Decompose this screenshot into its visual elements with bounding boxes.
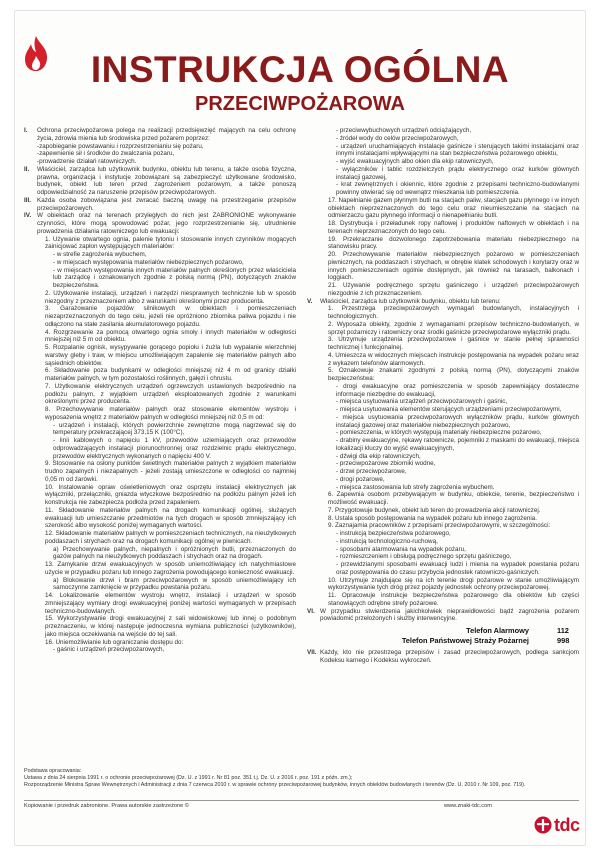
emergency-phones [307, 626, 579, 646]
instruction-line: Ochrona przeciwpożarowa polega na realizacji przedsięwzięć mających na celu ochronę życia, zdrowia mienia lub środowiska przed pożarem poprzez: [37, 127, 296, 142]
instruction-line: Właściciel, zarządca lub użytkownik budynku, obiektu lub terenu: [320, 297, 501, 305]
phone-label: Telefon Państwowej Straży Pożarnej [401, 636, 529, 645]
phone-row [307, 626, 579, 636]
instruction-line: - miejsca zastosowania lub strefy zagrożenia wybuchem. [336, 483, 495, 491]
instruction-line: - linii kablowych o napięciu 1 kV, przewodów uziemiających oraz przewodów odprowadzających instalacji piorunochronnej oraz rozdzielnic prądu elektrycznego, przewodów elektrycznych wykonanych o napięciu 400 V. [53, 437, 296, 460]
instruction-line: - miejsca usytuowania elementów sterujących urządzeniami przeciwpożarowymi, [336, 406, 562, 413]
instruction-line: - pomieszczenia, w których występują materiały niebezpieczne pożarowo, [336, 429, 542, 437]
section-block [24, 197, 296, 213]
instruction-line: 6. Zapewnia osobom przebywającym w budynku, obiekcie, terenie, bezpieczeństwo i możliwość ewakuacji. [328, 491, 579, 506]
instruction-line: - przeciwpożarowe zbiorniki wodne, [336, 460, 436, 468]
phone-number: 112 [557, 626, 569, 635]
section-body [320, 298, 579, 608]
legal-basis-title: Podstawa opracowania: [24, 768, 82, 774]
footer-divider [24, 800, 579, 801]
section-block [307, 127, 579, 298]
instruction-line: - sposobami alarmowania na wypadek pożaru, [336, 545, 466, 553]
instruction-line: - urządzeń i instalacji, których powierzchnie zewnętrzne mogą nagrzewać się do temperatury przekraczającej 373,15 K (100°C), [53, 421, 296, 437]
instruction-line: - rozmieszczeniem i obsługą podręcznego sprzętu gaśniczego, [336, 553, 512, 561]
sanctions-note: Każdy, kto nie przestrzega przepisów i zasad przeciwpożarowych, podlega sankcjom Kodeksu karnego i Kodeksu wykroczeń. [320, 649, 579, 664]
instruction-line: 14. Lokalizowanie elementów wystroju wnętrz, instalacji i urządzeń w sposób zmniejszający wymiary drogi ewakuacyjnej poniżej wartości wymaganych w przepisach techniczno-budowlanych. [45, 592, 296, 615]
instruction-line: 8. Przechowywanie materiałów palnych oraz stosowanie elementów wystroju i wyposażenia wnętrz z materiałów palnych w odległości mniejszej niż 0,5 m od: [45, 406, 296, 421]
document-title: INSTRUKCJA OGÓLNA [90, 49, 510, 90]
section-number: I. [24, 127, 28, 134]
instruction-line: 5. Rozpalanie ognisk, wysypywanie gorącego popiołu i żużla lub wypalanie wierzchniej warstwy gleby i traw, w miejscu umożliwiającym zapalenie się materiałów palnych albo sąsiednich obiektów. [45, 344, 296, 367]
instruction-line: 20. Przechowywanie materiałów niebezpiecznych pożarowo w pomieszczeniach piwnicznych, na poddaszach i strychach, w obrębie klatek schodowych i korytarzy oraz w innych pomieszczeniach ogólnie dostępnych, jak również na tarasach, balkonach i loggiach. [328, 251, 579, 282]
instruction-line: - miejsca usytuowania przeciwpożarowych wyłączników prądu, kurków głównych instalacji gazowej oraz materiałów niebezpiecznych pożarowo, [336, 413, 579, 429]
section-body [320, 127, 579, 298]
instruction-line: 19. Przekraczanie dozwolonego zapotrzebowania materiału niebezpiecznego na stanowisku pracy. [328, 235, 579, 251]
section-body [37, 212, 296, 654]
section-body [320, 608, 579, 624]
instruction-line: - instrukcją bezpieczeństwa pożarowego, [336, 530, 451, 537]
instruction-line: - instrukcją technologiczno-ruchową, [336, 537, 438, 545]
legal-basis-regulation: Rozporządzenie Ministra Spraw Wewnętrznych i Administracji z dnia 7 czerwca 2010 r. w sprawie ochrony przeciwpożarowej budynków, innych obiektów budowlanych i terenów (Dz. U. 2010 r. Nr 109, poz. 719). [24, 782, 526, 788]
instruction-line: 11. Składowanie materiałów palnych na drogach komunikacji ogólnej, służących ewakuacji lub umieszczanie przedmiotów na tych drogach w sposób zmniejszający ich szerokość albo wysokość poniżej wymaganych wartości. [45, 506, 296, 530]
section-body [37, 197, 296, 213]
instruction-line: 7. Użytkowanie elektrycznych urządzeń ogrzewczych ustawionych bezpośrednio na podłożu palnym, z wyjątkiem urządzeń eksploatowanych zgodnie z warunkami określonymi przez producenta. [45, 382, 296, 406]
instruction-line: W przypadku stwierdzenia jakichkolwiek nieprawidłowości bądź zagrożenia pożarem powiadomić przełożonych i służby interwencyjne. [320, 607, 579, 623]
phone-row [307, 636, 579, 646]
instruction-line: -prowadzenie działań ratowniczych. [37, 158, 137, 165]
instruction-line: 16. Uniemożliwianie lub ograniczanie dostępu do: [45, 638, 184, 646]
section-number: VI. [307, 607, 315, 615]
instruction-line: - urządzeń uruchamiających instalacje gaśnicze i sterujących takimi instalacjami oraz innymi instalacjami wpływającymi na stan bezpieczeństwa pożarowego obiektu, [336, 142, 579, 158]
instruction-line: a) Blokowanie drzwi i bram przeciwpożarowych w sposób uniemożliwiający ich samoczynne zamknięcie w przypadku powstania pożaru. [53, 576, 296, 592]
instruction-line: 7. Przygotowuje budynek, obiekt lub teren do prowadzenia akcji ratowniczej. [328, 506, 541, 514]
instruction-line: - drogi pożarowe, [336, 475, 385, 483]
website-link[interactable]: www.znaki-tdc.com [444, 803, 492, 809]
instruction-line: - w strefie zagrożenia wybuchem, [53, 251, 147, 258]
phone-number: 998 [557, 636, 570, 645]
left-column [24, 127, 296, 654]
instruction-line: 13. Zamykanie drzwi ewakuacyjnych w sposób uniemożliwiający ich natychmiastowe użycie w przypadku pożaru lub innego zagrożenia powodującego konieczność ewakuacji. [45, 561, 296, 576]
instruction-line: 9. Stosowanie na osłony punktów świetlnych materiałów palnych z wyjątkiem materiałów trudno zapalnych i niezapalnych - jeżeli zostają umieszczone w odległości co najmniej 0,05 m od żarówki. [45, 460, 296, 483]
instruction-line: - przeciwwybuchowych urządzeń odciążających, [336, 127, 472, 134]
instruction-line: 1. Używanie otwartego ognia, palenie tytoniu i stosowanie innych czynników mogących zainicjować zapłon występujących materiałów: [45, 235, 296, 251]
instruction-line: 10. Utrzymuje znajdujące się na ich terenie drogi pożarowe w stanie umożliwiającym wykorzystywanie tych dróg przez pojazdy jednostek ochrony przeciwpożarowej. [328, 576, 579, 592]
instruction-line: - krat zewnętrznych i okiennic, które zgodnie z przepisami techniczno-budowlanymi powinny otwierać się od wewnątrz mieszkania lub pomieszczenia. [336, 181, 579, 196]
copyright-notice: Kopiowanie i przedruk zabronione. Prawa autorskie zastrzeżone © [24, 803, 189, 809]
instruction-line: W obiektach oraz na terenach przyległych do nich jest ZABRONIONE wykonywanie czynności, które mogą spowodować pożar, jego rozprzestrzenianie się, utrudnienie prowadzenia działania ratowniczego lub ewakuacji: [37, 212, 296, 235]
instruction-line: 3. Garażowanie pojazdów silnikowych w obiektach i pomieszczeniach niezaprzeznaczonych do tego celu, jeżeli nie opróżniono zbiornika paliwa pojazdu i nie odłączono na stałe zasilania akumulatorowego pojazdu. [45, 305, 296, 328]
instruction-line: 9. Zaznajamia pracowników z przepisami przeciwpożarowymi, w szczególności: [328, 522, 551, 530]
instruction-line: - w miejscach występowania innych materiałów palnych określonych przez właściciela lub zarządcę i oznakowanych zgodnie z polską normą (PN), dotyczących znaków bezpieczeństwa. [53, 266, 296, 289]
tdc-logo [534, 814, 580, 836]
section-number: VII. [307, 649, 317, 656]
instruction-line: Właściciel, zarządca lub użytkownik budynku, obiektu lub terenu, a także osoba fizyczna, prawna, organizacja i instytucje zobowiązani są zabezpieczyć użytkowane środowisko, budynek, obiekt lub teren przed zagrożeniem pożarowym, a także ponoszą odpowiedzialność za naruszenie przepisów przeciwpożarowych. [37, 165, 296, 196]
instruction-line: 4. Rozgrzewanie za pomocą otwartego ognia smoły i innych materiałów w odległości mniejszej niż 5 m od obiektu. [45, 328, 296, 344]
section-body [37, 166, 296, 197]
instruction-line: - w miejscach występowania materiałów niebezpiecznych pożarowo, [53, 258, 244, 266]
instruction-line: 10. Instalowanie opraw oświetleniowych oraz osprzętu instalacji elektrycznych jak wyłączniki, przełączniki, gniazda wtyczkowe bezpośrednio na podłożu palnym jeżeli ich konstrukcja nie zabezpiecza podłoża przed zapaleniem. [45, 483, 296, 506]
section-body [37, 127, 296, 166]
instruction-line: 6. Składowanie poza budynkami w odległości mniejszej niż 4 m od granicy działki materiałów palnych, w tym pozostałości roślinnych, gałęzi i chrustu. [45, 367, 296, 382]
section-block [24, 212, 296, 654]
instruction-line: 8. Ustala sposób postępowania na wypadek pożaru lub innego zagrożenia. [328, 514, 537, 522]
instruction-line: 15. Wykorzystywanie drogi ewakuacyjnej z sali widowiskowej lub innej o podobnym przeznaczeniu, w której następuje jednoczesna wymiana publiczności (użytkowników), jako miejsca oczekiwania na wejście do tej sali. [45, 615, 296, 638]
legal-basis [24, 768, 579, 789]
instruction-line: - drogi ewakuacyjne oraz pomieszczenia w sposób zapewniający dostateczne informacje niezbędne do ewakuacji, [336, 382, 579, 398]
instruction-line: 5. Oznakowuje znakami zgodnymi z polską normą (PN), dotyczącymi znaków bezpieczeństwa: [328, 367, 579, 382]
instruction-line: 4. Umieszcza w widocznych miejscach instrukcje postępowania na wypadek pożaru wraz z wykazem telefonów alarmowych. [328, 351, 579, 367]
instruction-line: 12. Składowanie materiałów palnych w pomieszczeniach technicznych, na nieużytkowych poddaszach i strychach oraz na drogach komunikacji ogólnej w piwnicach. [45, 530, 296, 545]
document-subtitle: PRZECIWPOŻAROWA [195, 93, 405, 115]
legal-basis-act: Ustawa z dnia 24 sierpnia 1991 r. o ochronie przeciwpożarowej (Dz. U. z 1991 r. Nr 81 poz. 351 t.j. Dz. U. z 2016 r. poz. 191 z późn. zm.); [24, 775, 353, 781]
instruction-line: - przewidzianymi sposobami ewakuacji ludzi i mienia na wypadek powstania pożaru oraz postępowania do czasu przybycia jednostek ratowniczo-gaśniczych. [336, 561, 579, 576]
section-number: V. [307, 297, 313, 305]
instruction-line: - gaśnic i urządzeń przeciwpożarowych, [53, 646, 165, 654]
instruction-line: 3. Utrzymuje urządzenia przeciwpożarowe i gaśnice w stanie pełnej sprawności technicznej i funkcjonalnej. [328, 336, 579, 351]
instruction-line: a) Przechowywanie palnych, niepalnych i opróżnionych butli, przeznaczonych do gazów palnych na nieużytkowych poddaszach i strychach oraz na drogach. [53, 545, 296, 561]
instruction-line: - miejsca usytuowania urządzeń przeciwpożarowych i gaśnic, [336, 398, 508, 406]
section-number: IV. [24, 212, 32, 220]
instruction-line: Każda osoba zobowiązana jest zwracać baczną uwagę na przestrzeganie przepisów przeciwpożarowych. [37, 196, 296, 212]
instruction-line: 17. Napełnianie gazem płynnym butli na stacjach paliw, stacjach gazu płynnego i w innych obiektach nieprzeznaczonych do tego celu oraz nieumieszczanie na stacjach na odmierzaczu gazu płynnego informacji o nienapełnianiu butli. [328, 196, 579, 220]
tdc-logo-text: tdc [554, 814, 580, 835]
instruction-line: 1. Przestrzega przeciwpożarowych wymagań budowlanych, instalacyjnych i technologicznych. [328, 305, 579, 320]
instruction-line: 2. Wyposaża obiekty, zgodnie z wymaganiami przepisów techniczno-budowlanych, w sprzęt pożarniczy i ratowniczy oraz środki gaśnicze przeciwpożarowe wyłączniki prądu. [328, 320, 579, 336]
section-number: III. [24, 196, 31, 204]
section-block [307, 649, 579, 665]
instruction-line: 11. Opracowuje instrukcje bezpieczeństwa pożarowego dla obiektów lub części stanowiących odrębne strefy pożarowe. [328, 592, 579, 607]
instruction-line: - drabiny ewakuacyjne, rękawy ratownicze, pojemniki z maskami do ewakuacji, miejsca lokalizacji kluczy do wyjść ewakuacyjnych, [336, 437, 579, 452]
instruction-line: - wyjść ewakuacyjnych albo okien dla ekip ratowniczych, [336, 158, 494, 165]
section-block [24, 166, 296, 197]
instruction-line: - źródeł wody do celów przeciwpożarowych, [336, 134, 459, 142]
section-block [307, 608, 579, 624]
section-number [307, 127, 320, 298]
instruction-line: - drzwi przeciwpożarowe, [336, 468, 407, 475]
instruction-line: -zapobieganie powstawaniu i rozprzestrzenianiu się pożaru, [37, 142, 204, 150]
instruction-line: 2. Użytkowanie instalacji, urządzeń i narzędzi niesprawnych technicznie lub w sposób niezgodny z przeznaczeniem albo z warunkami określonymi przez producenta. [45, 289, 296, 305]
instruction-line: - dźwigi dla ekip ratowniczych, [336, 452, 421, 460]
instruction-line: 18. Dystrybucja i przeładunek ropy naftowej i produktów naftowych w obiektach i na terenach nieprzeznaczonych do tego celu. [328, 220, 579, 235]
instruction-line: - wyłączników i tablic rozdzielczych prądu elektrycznego oraz kurków głównych instalacji gazowej, [336, 165, 579, 181]
right-column [307, 127, 579, 665]
tdc-logo-icon [534, 815, 552, 835]
instruction-line: 21. Używanie podręcznego sprzętu gaśniczego i urządzeń przeciwpożarowych niezgodnie z ich przeznaczeniem. [328, 282, 579, 297]
phone-label: Telefon Alarmowy [466, 626, 529, 635]
section-number: II. [24, 165, 30, 173]
section-block [307, 298, 579, 608]
instruction-line: -zapewnienie sił i środków do zwalczania pożaru, [37, 150, 175, 158]
section-block [24, 127, 296, 166]
